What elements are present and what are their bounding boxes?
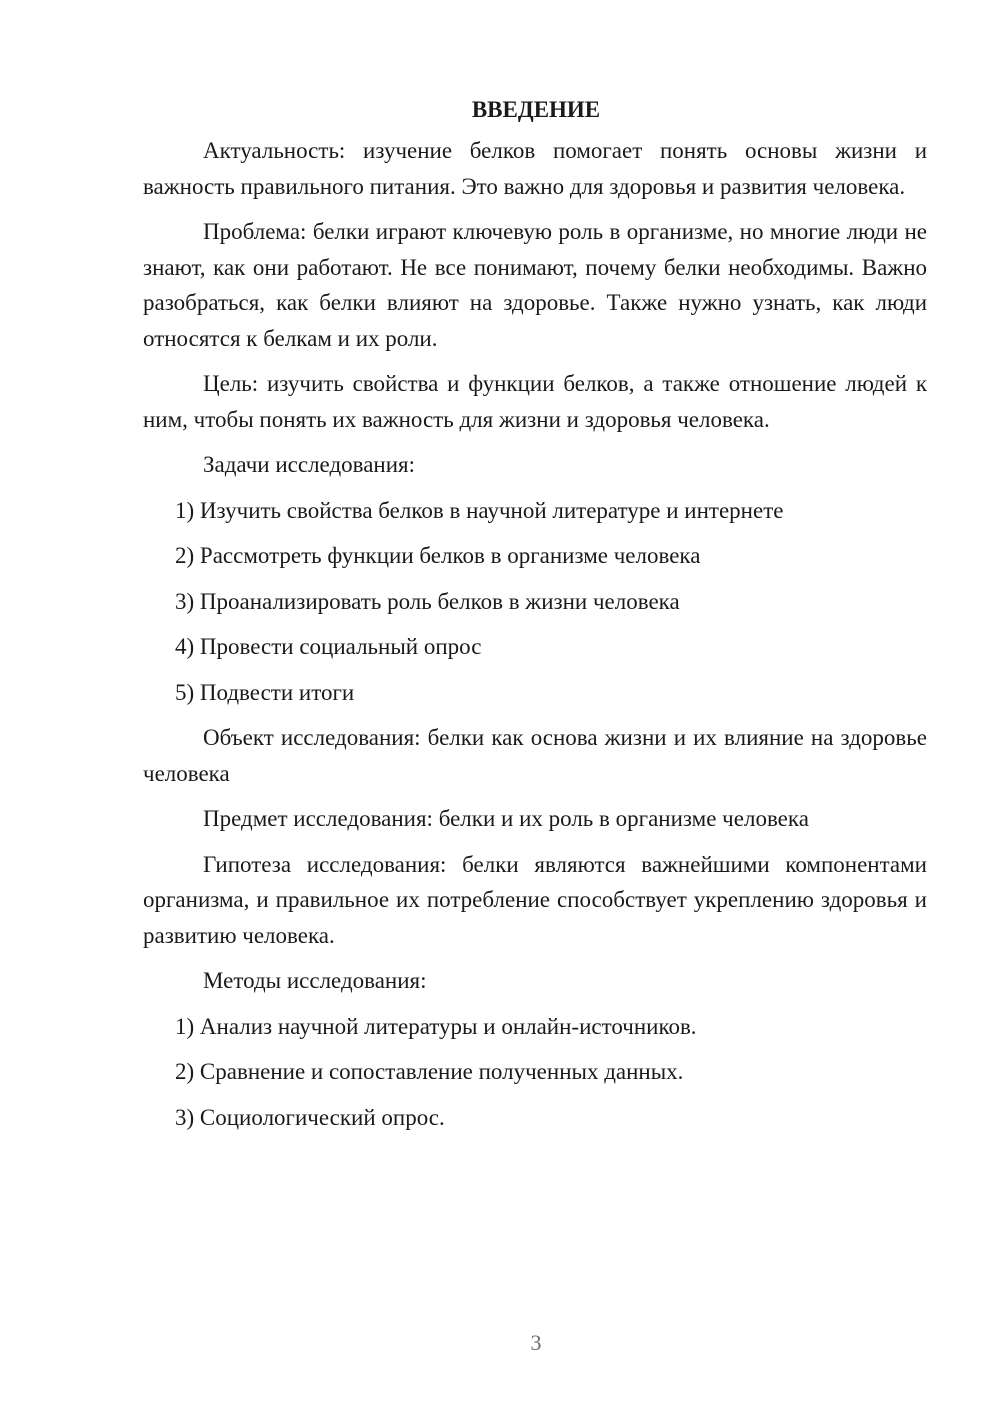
relevance-paragraph: Актуальность: изучение белков помогает понять основы жизни и важность правильного питания. Это важно для здоровья и развития человека. [143, 138, 927, 199]
tasks-title: Задачи исследования: [203, 452, 416, 477]
methods-title: Методы исследования: [203, 968, 427, 993]
page-content [143, 92, 927, 1145]
task-item: 5) Подвести итоги [175, 679, 355, 705]
problem-paragraph: Проблема: белки играют ключевую роль в организме, но многие люди не знают, как они работают. Не все понимают, почему белки необходимы. Важно разобраться, как белки влияют на здоровье. Также нужно узнать, как люди относятся к белкам и их роли. [143, 219, 927, 351]
section-heading: ВВЕДЕНИЕ [471, 97, 601, 122]
hypothesis-paragraph: Гипотеза исследования: белки являются важнейшими компонентами организма, и правильное их потребление способствует укреплению здоровья и развитию человека. [143, 851, 927, 948]
task-item: 2) Рассмотреть функции белков в организме человека [175, 543, 701, 568]
object-paragraph: Объект исследования: белки как основа жизни и их влияние на здоровье человека [143, 725, 927, 786]
method-item: 2) Сравнение и сопоставление полученных данных. [175, 1059, 684, 1084]
task-item: 4) Провести социальный опрос [175, 634, 482, 659]
task-item: 1) Изучить свойства белков в научной литературе и интернете [175, 497, 784, 523]
page-number: 3 [530, 1330, 542, 1355]
task-item: 3) Проанализировать роль белков в жизни человека [175, 588, 680, 614]
subject-paragraph: Предмет исследования: белки и их роль в организме человека [203, 806, 809, 831]
method-item: 3) Социологический опрос. [175, 1104, 445, 1130]
method-item: 1) Анализ научной литературы и онлайн-источников. [175, 1013, 697, 1039]
goal-paragraph: Цель: изучить свойства и функции белков, а также отношение людей к ним, чтобы понять их важность для жизни и здоровья человека. [143, 371, 927, 432]
